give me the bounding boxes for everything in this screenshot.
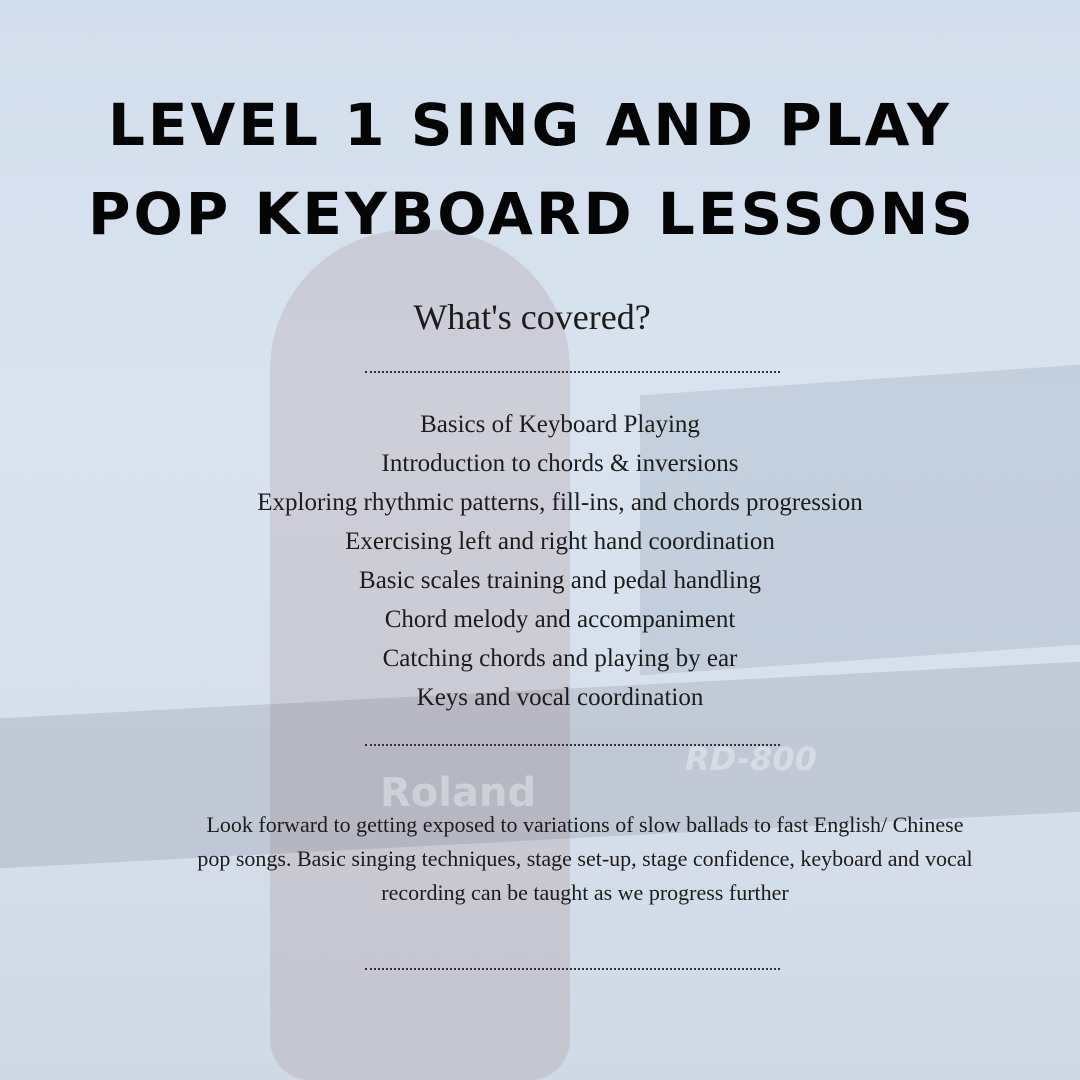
list-item: Exploring rhythmic patterns, fill-ins, and chords progression	[257, 489, 863, 516]
keyboard-model-logo: RD-800	[685, 740, 817, 778]
list-item: Chord melody and accompaniment	[384, 606, 736, 633]
topics-list	[0, 405, 1080, 717]
list-item: Keys and vocal coordination	[416, 684, 704, 711]
divider	[365, 968, 780, 970]
title-line-2: POP KEYBOARD LESSONS	[87, 180, 977, 248]
title-line-1: LEVEL 1 SING AND PLAY	[107, 91, 953, 159]
list-item: Introduction to chords & inversions	[381, 450, 739, 477]
list-item: Exercising left and right hand coordination	[345, 528, 775, 555]
divider	[365, 371, 780, 373]
keyboard-brand-logo: Roland	[380, 770, 537, 816]
list-item: Basics of Keyboard Playing	[420, 411, 700, 438]
list-item: Catching chords and playing by ear	[382, 645, 738, 672]
divider	[365, 744, 780, 746]
section-heading: What's covered?	[413, 297, 651, 337]
description-paragraph: Look forward to getting exposed to variations of slow ballads to fast English/ Chinese pop songs. Basic singing techniques, stage set-up, stage confidence, keyboard and vocal recording can be taught as we progress further	[197, 812, 973, 905]
list-item: Basic scales training and pedal handling	[359, 567, 761, 594]
